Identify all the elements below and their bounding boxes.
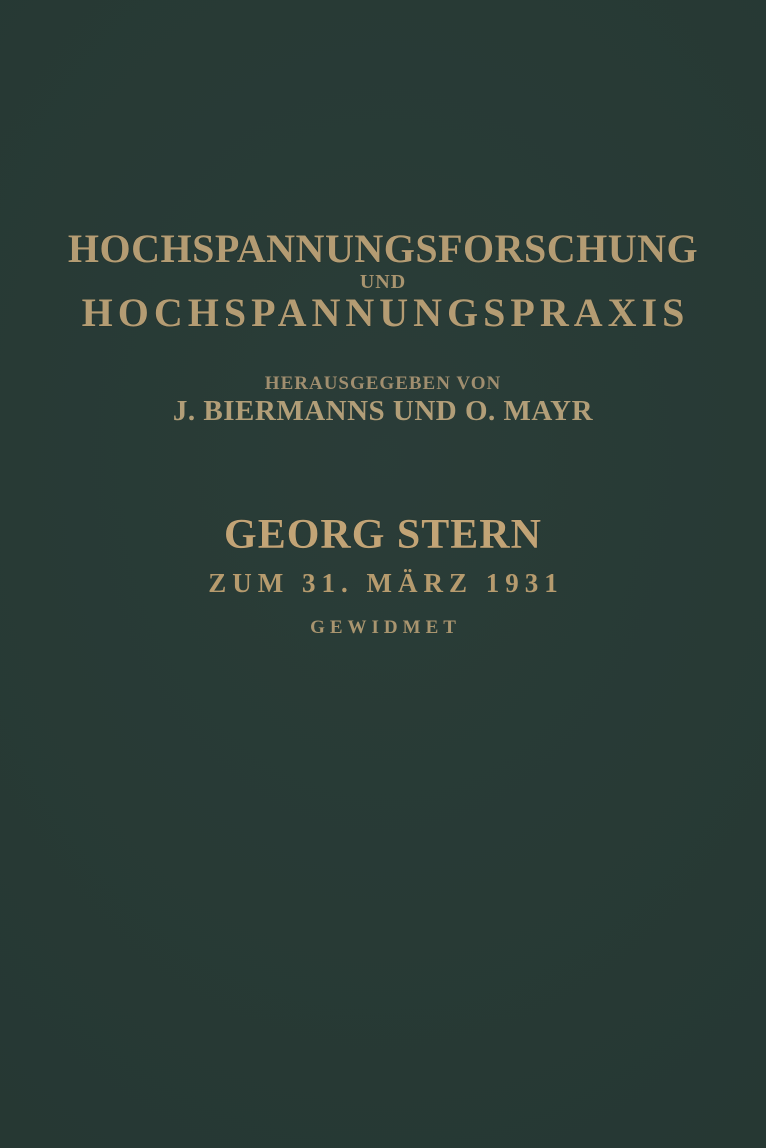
dedication-word: GEWIDMET (310, 617, 461, 638)
book-title-line1: HOCHSPANNUNGSFORSCHUNG (67, 226, 699, 271)
dedicatee-name: GEORG STERN (224, 512, 542, 558)
book-title-line3: HOCHSPANNUNGSPRAXIS (81, 290, 690, 335)
book-title-line2: UND (359, 271, 407, 293)
editor-intro-label: HERAUSGEGEBEN VON (264, 373, 502, 394)
editors-names: J. BIERMANNS UND O. MAYR (172, 395, 594, 427)
dedication-date: ZUM 31. MÄRZ 1931 (208, 568, 564, 598)
